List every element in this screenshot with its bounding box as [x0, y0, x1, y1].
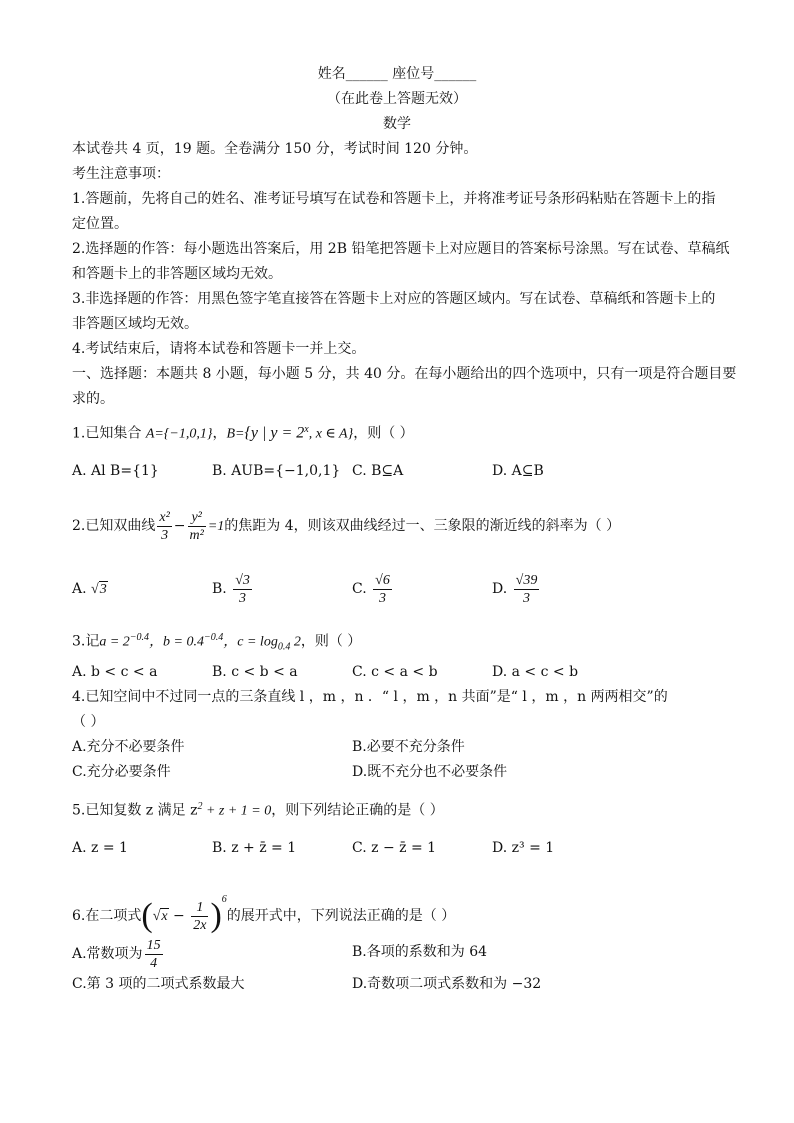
question-4-line-b: （ ）: [72, 714, 105, 730]
q3-option-a: A. b < c < a: [72, 664, 158, 680]
q2-option-c: C. $\frac{√6}{3}$: [352, 572, 390, 606]
q1-option-a: A. Al B={1}: [72, 463, 159, 479]
q5-option-d: D. z³ = 1: [492, 840, 555, 856]
q2-option-d: D. $\frac{√39}{3}$: [492, 572, 538, 606]
subject-title: 数学: [383, 116, 411, 132]
section-1-title-b: 求的。: [72, 391, 114, 407]
note-1-line-b: 定位置。: [72, 216, 128, 232]
q5-option-b: B. z + z̄ = 1: [212, 840, 297, 856]
q6-option-b: B.各项的系数和为 64: [352, 944, 488, 960]
section-1-title-a: 一、选择题：本题共 8 小题，每小题 5 分，共 40 分。在每小题给出的四个选项中，只有一项是符合题目要: [72, 366, 737, 382]
question-1: 1.已知集合 A={−1,0,1}，B={y | $y = 2^x$, x ∈ A}，则（ ）: [72, 424, 414, 442]
note-3-line-b: 非答题区域均无效。: [72, 316, 198, 332]
note-2-line-b: 和答题卡上的非答题区域均无效。: [72, 266, 282, 282]
notes-heading: 考生注意事项：: [72, 166, 170, 182]
name-seat-line: 姓名______ 座位号______: [317, 66, 477, 82]
question-6: 6.在二项式(√x − $\frac{1}{2x}$ )$^6$的展开式中，下列说法正确的是（ ）: [72, 894, 456, 934]
note-4: 4.考试结束后，请将本试卷和答题卡一并上交。: [72, 341, 366, 357]
q5-option-c: C. z − z̄ = 1: [352, 840, 437, 856]
invalid-notice: （在此卷上答题无效）: [327, 91, 467, 107]
q2-option-a: A. √3: [72, 581, 107, 597]
q2-option-b: B. $\frac{√3}{3}$: [212, 572, 250, 606]
q6-option-d: D.奇数项二项式系数和为 −32: [352, 976, 542, 992]
q1-option-d: D. A⊆B: [492, 463, 544, 479]
q6-option-a: A.常数项为 $\frac{15}{4}$: [72, 937, 161, 971]
question-2: 2.已知双曲线 $\frac{\text{x²}}{3}$ − $\frac{\text{y²}}{\text{m²}}$ =1的焦距为 4，则该双曲线经过一、三象限的渐近线的斜率为（ ）: [72, 509, 621, 543]
q5-option-a: A. z = 1: [72, 840, 128, 856]
q4-option-a: A.充分不必要条件: [72, 739, 185, 755]
q3-option-c: C. c < a < b: [352, 664, 438, 680]
q4-option-d: D.既不充分也不必要条件: [352, 764, 508, 780]
exam-info: 本试卷共 4 页，19 题。全卷满分 150 分，考试时间 120 分钟。: [72, 141, 478, 157]
note-1-line-a: 1.答题前，先将自己的姓名、准考证号填写在试卷和答题卡上，并将准考证号条形码粘贴在答题卡上的指: [72, 191, 716, 207]
note-3-line-a: 3.非选择题的作答：用黑色签字笔直接答在答题卡上对应的答题区域内。写在试卷、草稿纸和答题卡上的: [72, 291, 716, 307]
q1-option-c: C. B⊆A: [352, 463, 404, 479]
note-2-line-a: 2.选择题的作答：每小题选出答案后，用 2B 铅笔把答题卡上对应题目的答案标号涂黑。写在试卷、草稿纸: [72, 241, 730, 257]
q3-option-d: D. a < c < b: [492, 664, 579, 680]
q2-fraction-x: $\frac{\text{x²}}{3}$: [159, 509, 170, 543]
question-4-line-a: 4.已知空间中不过同一点的三条直线 l ，m ，n ．“ l ，m ，n 共面”是“ l ，m ，n 两两相交”的: [72, 689, 668, 705]
q1-option-b: B. AUB={−1,0,1}: [212, 463, 341, 479]
q4-option-b: B.必要不充分条件: [352, 739, 465, 755]
q4-option-c: C.充分必要条件: [72, 764, 171, 780]
question-3: 3.记$a = 2^{-0.4}$，$b = 0.4^{-0.4}$，$c = \log_{0.4} 2$，则（ ）: [72, 632, 362, 653]
q6-option-c: C.第 3 项的二项式系数最大: [72, 976, 245, 992]
question-5: 5.已知复数 z 满足 $z^2 + z + 1 = 0$，则下列结论正确的是（ ）: [72, 801, 444, 819]
q2-fraction-y: $\frac{\text{y²}}{\text{m²}}$: [189, 509, 204, 543]
q3-option-b: B. c < b < a: [212, 664, 298, 680]
